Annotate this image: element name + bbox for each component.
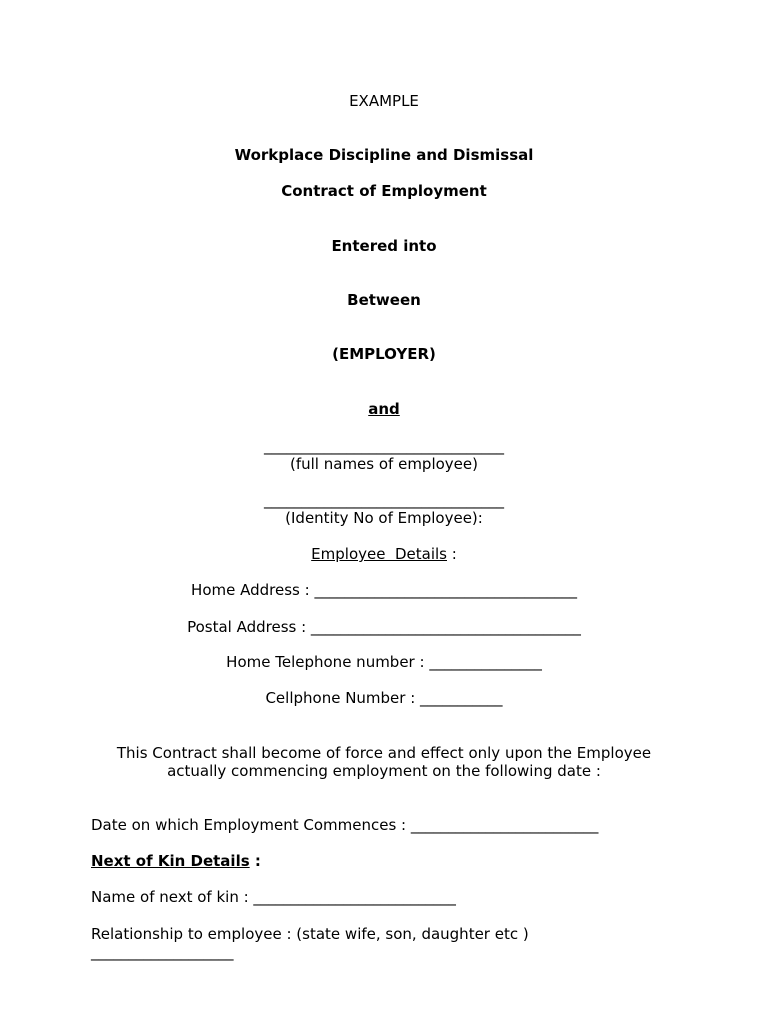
- full-names-blank: ________________________________: [264, 437, 504, 455]
- commencement-date-field: Date on which Employment Commences : _________________________: [91, 816, 599, 834]
- next-of-kin-heading: [91, 852, 261, 870]
- cellphone-field: Cellphone Number : ___________: [265, 689, 503, 707]
- employer-placeholder: (EMPLOYER): [332, 345, 436, 363]
- home-address-field: Home Address : ___________________________________: [191, 581, 577, 599]
- next-of-kin-name-field: Name of next of kin : ___________________________: [91, 888, 456, 906]
- employee-details-label: Employee Details: [311, 545, 447, 563]
- relationship-blank: ___________________: [91, 943, 234, 961]
- contract-statement-line1: This Contract shall become of force and effect only upon the Employee: [116, 744, 652, 762]
- and-connector: and: [368, 400, 400, 418]
- relationship-field: Relationship to employee : (state wife, son, daughter etc ): [91, 925, 529, 943]
- identity-label: (Identity No of Employee):: [285, 509, 483, 527]
- employee-details-colon: :: [447, 545, 457, 563]
- identity-blank: ________________________________: [264, 491, 504, 509]
- between: Between: [347, 291, 421, 309]
- employee-details-heading: [0, 545, 768, 563]
- entered-into: Entered into: [331, 237, 437, 255]
- title-contract: Contract of Employment: [281, 182, 487, 200]
- example-heading: EXAMPLE: [349, 92, 419, 110]
- full-names-label: (full names of employee): [290, 455, 478, 473]
- title-discipline: Workplace Discipline and Dismissal: [234, 146, 534, 164]
- contract-statement-line2: actually commencing employment on the following date :: [167, 762, 601, 780]
- next-of-kin-label: Next of Kin Details: [91, 852, 250, 870]
- home-telephone-field: Home Telephone number : _______________: [226, 653, 542, 671]
- next-of-kin-colon: :: [249, 852, 261, 870]
- postal-address-field: Postal Address : ____________________________________: [187, 618, 581, 636]
